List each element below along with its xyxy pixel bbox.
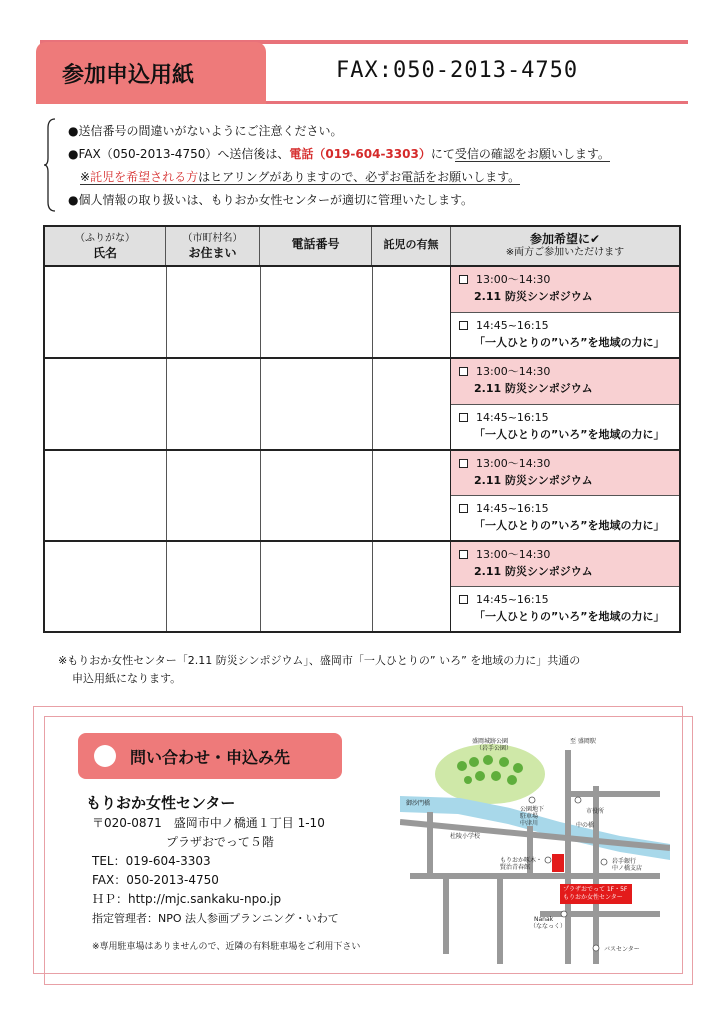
- map-label-bank: 岩手銀行: [612, 858, 637, 865]
- map-label-station: 至 盛岡駅: [570, 738, 596, 745]
- option-time: 13:00～14:30: [476, 365, 551, 378]
- option-symposium[interactable]: [451, 542, 679, 586]
- checkbox[interactable]: [459, 459, 468, 468]
- parking-note: ※専用駐車場はありませんので、近隣の有料駐車場をご利用下さい: [92, 942, 361, 952]
- note-4: ●個人情報の取り扱いは、もりおか女性センターが適切に管理いたします。: [68, 193, 474, 207]
- footnote-line-1: ※もりおか女性センター「2.11 防災シンポジウム」、盛岡市「一人ひとりの” いろ” を地域の力に」共通の: [58, 654, 581, 667]
- col-name-sub: （ふりがな）: [75, 233, 135, 244]
- option-title: 「一人ひとりの”いろ”を地域の力に」: [474, 519, 665, 532]
- note-1: ●送信番号の間違いがないようにご注意ください。: [68, 124, 343, 138]
- option-title: 「一人ひとりの”いろ”を地域の力に」: [474, 428, 665, 441]
- note-2: [68, 143, 610, 166]
- footnote-line-2: 申込用紙になります。: [72, 672, 182, 685]
- postal-address: 〒020-0871 盛岡市中ノ橋通１丁目 1-10: [92, 816, 325, 830]
- option-time: 13:00～14:30: [476, 273, 551, 286]
- option-time: 13:00～14:30: [476, 548, 551, 561]
- option-time: 13:00～14:30: [476, 457, 551, 470]
- col-address-sub: （市町村名）: [182, 233, 243, 244]
- map-label-nanak: Nanak: [534, 916, 554, 923]
- note-2-d: 受信の確認をお願いします。: [454, 147, 610, 161]
- option-title: 2.11 防災シンポジウム: [474, 382, 593, 395]
- contact-label-text: 問い合わせ・申込み先: [130, 747, 291, 767]
- park-area: [435, 744, 545, 804]
- fax-number: FAX:050-2013-4750: [336, 58, 579, 83]
- checkbox[interactable]: [459, 275, 468, 284]
- table-header: [45, 227, 679, 267]
- option-symposium[interactable]: [451, 451, 679, 495]
- checkbox[interactable]: [459, 367, 468, 376]
- option-iro[interactable]: [451, 405, 679, 449]
- map-label-parking: 公園地下: [520, 806, 545, 813]
- option-title: 2.11 防災シンポジウム: [474, 474, 593, 487]
- note-3: [68, 166, 610, 189]
- map-label-bridge: 中の橋: [576, 822, 595, 829]
- building: プラザおでって５階: [166, 835, 274, 849]
- notes: [68, 120, 610, 212]
- col-phone-label: 電話番号: [291, 237, 340, 251]
- option-title: 2.11 防災シンポジウム: [474, 565, 593, 578]
- map-label-park: 盛岡城跡公園: [472, 738, 509, 745]
- option-title: 「一人ひとりの”いろ”を地域の力に」: [474, 610, 665, 623]
- col-attend-label: 参加希望に✔: [529, 232, 601, 246]
- map-label-bank-2: 中ノ橋支店: [612, 865, 643, 872]
- option-time: 14:45~16:15: [476, 502, 549, 515]
- footnote: [58, 652, 580, 688]
- contact-hp[interactable]: ＨＰ：http://mjc.sankaku-npo.jp: [92, 892, 282, 906]
- form-title: [36, 42, 266, 104]
- col-name-header: [45, 227, 166, 265]
- contact-label: [78, 733, 342, 779]
- checkbox[interactable]: [459, 550, 468, 559]
- contact-tel: TEL：019-604-3303: [92, 854, 211, 868]
- col-attend-sub: ※両方ご参加いただけます: [505, 247, 625, 258]
- checkbox[interactable]: [459, 321, 468, 330]
- access-map: [400, 736, 670, 966]
- map-label-bus: バスセンター: [604, 946, 640, 953]
- map-drawing: [400, 736, 670, 966]
- col-childcare-label: 託児の有無: [383, 238, 439, 251]
- option-title: 「一人ひとりの”いろ”を地域の力に」: [474, 336, 665, 349]
- col-attend-header: [451, 227, 679, 265]
- map-label-river: 中津川: [520, 820, 539, 827]
- note-3-c: はヒアリングがありますので、必ずお電話をお願いします。: [198, 170, 521, 184]
- checkbox[interactable]: [459, 504, 468, 513]
- option-iro[interactable]: [451, 587, 679, 631]
- map-label-kaikan: もりおか啄木・: [500, 857, 543, 864]
- col-address-header: [166, 227, 260, 265]
- option-symposium[interactable]: [451, 359, 679, 404]
- option-symposium[interactable]: [451, 267, 679, 312]
- map-label-school: 杜陵小学校: [450, 833, 481, 840]
- option-time: 14:45~16:15: [476, 593, 549, 606]
- col-name-label: 氏名: [92, 246, 117, 260]
- venue-marker: [552, 854, 564, 872]
- map-label-kaikan-2: 賢治青春館: [500, 864, 531, 871]
- col-phone-header: [260, 227, 372, 265]
- contact-details: [92, 814, 339, 928]
- org-name: もりおか女性センター: [86, 794, 236, 812]
- note-2-phone: 電話（019-604-3303）: [289, 147, 431, 161]
- brace-icon: [44, 118, 56, 212]
- application-table: [43, 225, 681, 633]
- contact-fax: FAX：050-2013-4750: [92, 873, 219, 887]
- option-iro[interactable]: [451, 313, 679, 357]
- map-label-city-hall: 市役所: [586, 808, 605, 815]
- col-childcare-header: [372, 227, 451, 265]
- map-label-venue-1: プラザおでって 1F・5F: [563, 886, 628, 893]
- map-label-gate: 御沙門橋: [406, 800, 431, 807]
- note-3-b: 託児を希望される方: [90, 170, 199, 184]
- map-label-venue-2: もりおか女性センター: [563, 894, 623, 901]
- circle-icon: [94, 745, 116, 767]
- form-title-text: 参加申込用紙: [62, 62, 195, 88]
- option-time: 14:45~16:15: [476, 319, 549, 332]
- option-title: 2.11 防災シンポジウム: [474, 290, 593, 303]
- contact-manager: 指定管理者：NPO 法人参画プランニング・いわて: [92, 912, 339, 925]
- checkbox[interactable]: [459, 595, 468, 604]
- note-2-a: ●FAX（050-2013-4750）へ送信後は、: [68, 147, 290, 161]
- map-label-park-sub: （岩手公園）: [476, 745, 513, 752]
- option-iro[interactable]: [451, 496, 679, 540]
- map-label-nanak-2: （ななっく）: [530, 923, 567, 930]
- option-time: 14:45~16:15: [476, 411, 549, 424]
- col-address-label: お住まい: [188, 246, 237, 260]
- map-label-parking-2: 駐車場: [520, 813, 539, 820]
- note-3-a: ※: [80, 170, 91, 184]
- checkbox[interactable]: [459, 413, 468, 422]
- note-2-c: にて: [430, 147, 455, 161]
